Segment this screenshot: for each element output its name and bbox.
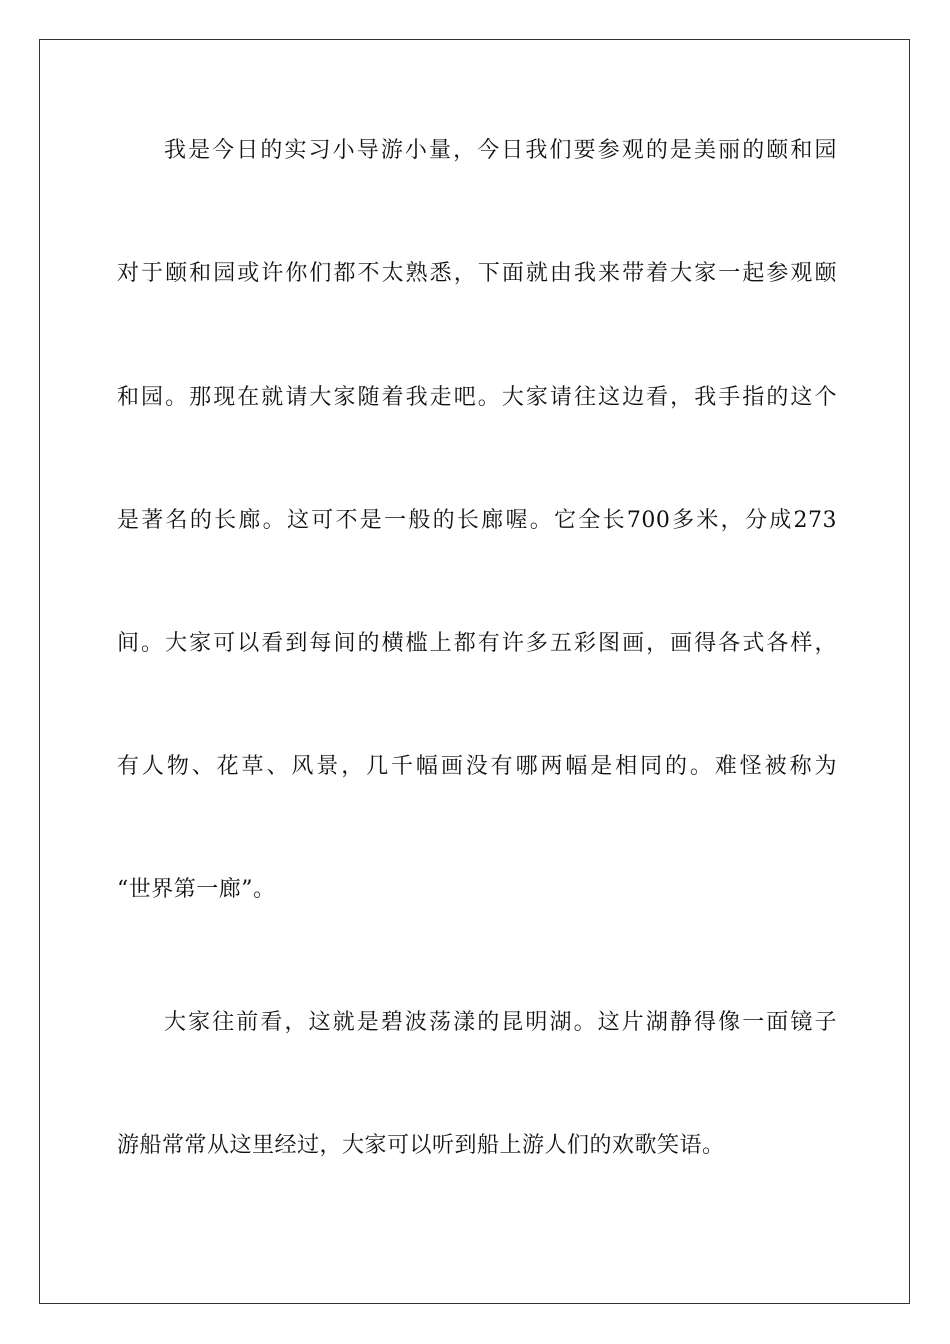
paragraph-1-line-5: 间。大家可以看到每间的横槛上都有许多五彩图画，画得各式各样， <box>117 631 837 656</box>
paragraph-1-line-7: “世界第一廊”。 <box>117 877 276 902</box>
paragraph-1-line-3: 和园。那现在就请大家随着我走吧。大家请往这边看，我手指的这个 <box>117 385 837 410</box>
paragraph-2-line-1: 大家往前看，这就是碧波荡漾的昆明湖。这片湖静得像一面镜子 <box>164 1010 837 1035</box>
page-border <box>39 39 910 1304</box>
paragraph-1-line-4: 是著名的长廊。这可不是一般的长廊喔。它全长700多米，分成273 <box>117 508 838 533</box>
paragraph-1-line-2: 对于颐和园或许你们都不太熟悉，下面就由我来带着大家一起参观颐 <box>117 261 837 286</box>
paragraph-1-line-1: 我是今日的实习小导游小量，今日我们要参观的是美丽的颐和园 <box>164 138 837 163</box>
paragraph-1-line-6: 有人物、花草、风景，几千幅画没有哪两幅是相同的。难怪被称为 <box>117 754 837 779</box>
paragraph-2-line-2: 游船常常从这里经过，大家可以听到船上游人们的欢歌笑语。 <box>117 1133 725 1158</box>
